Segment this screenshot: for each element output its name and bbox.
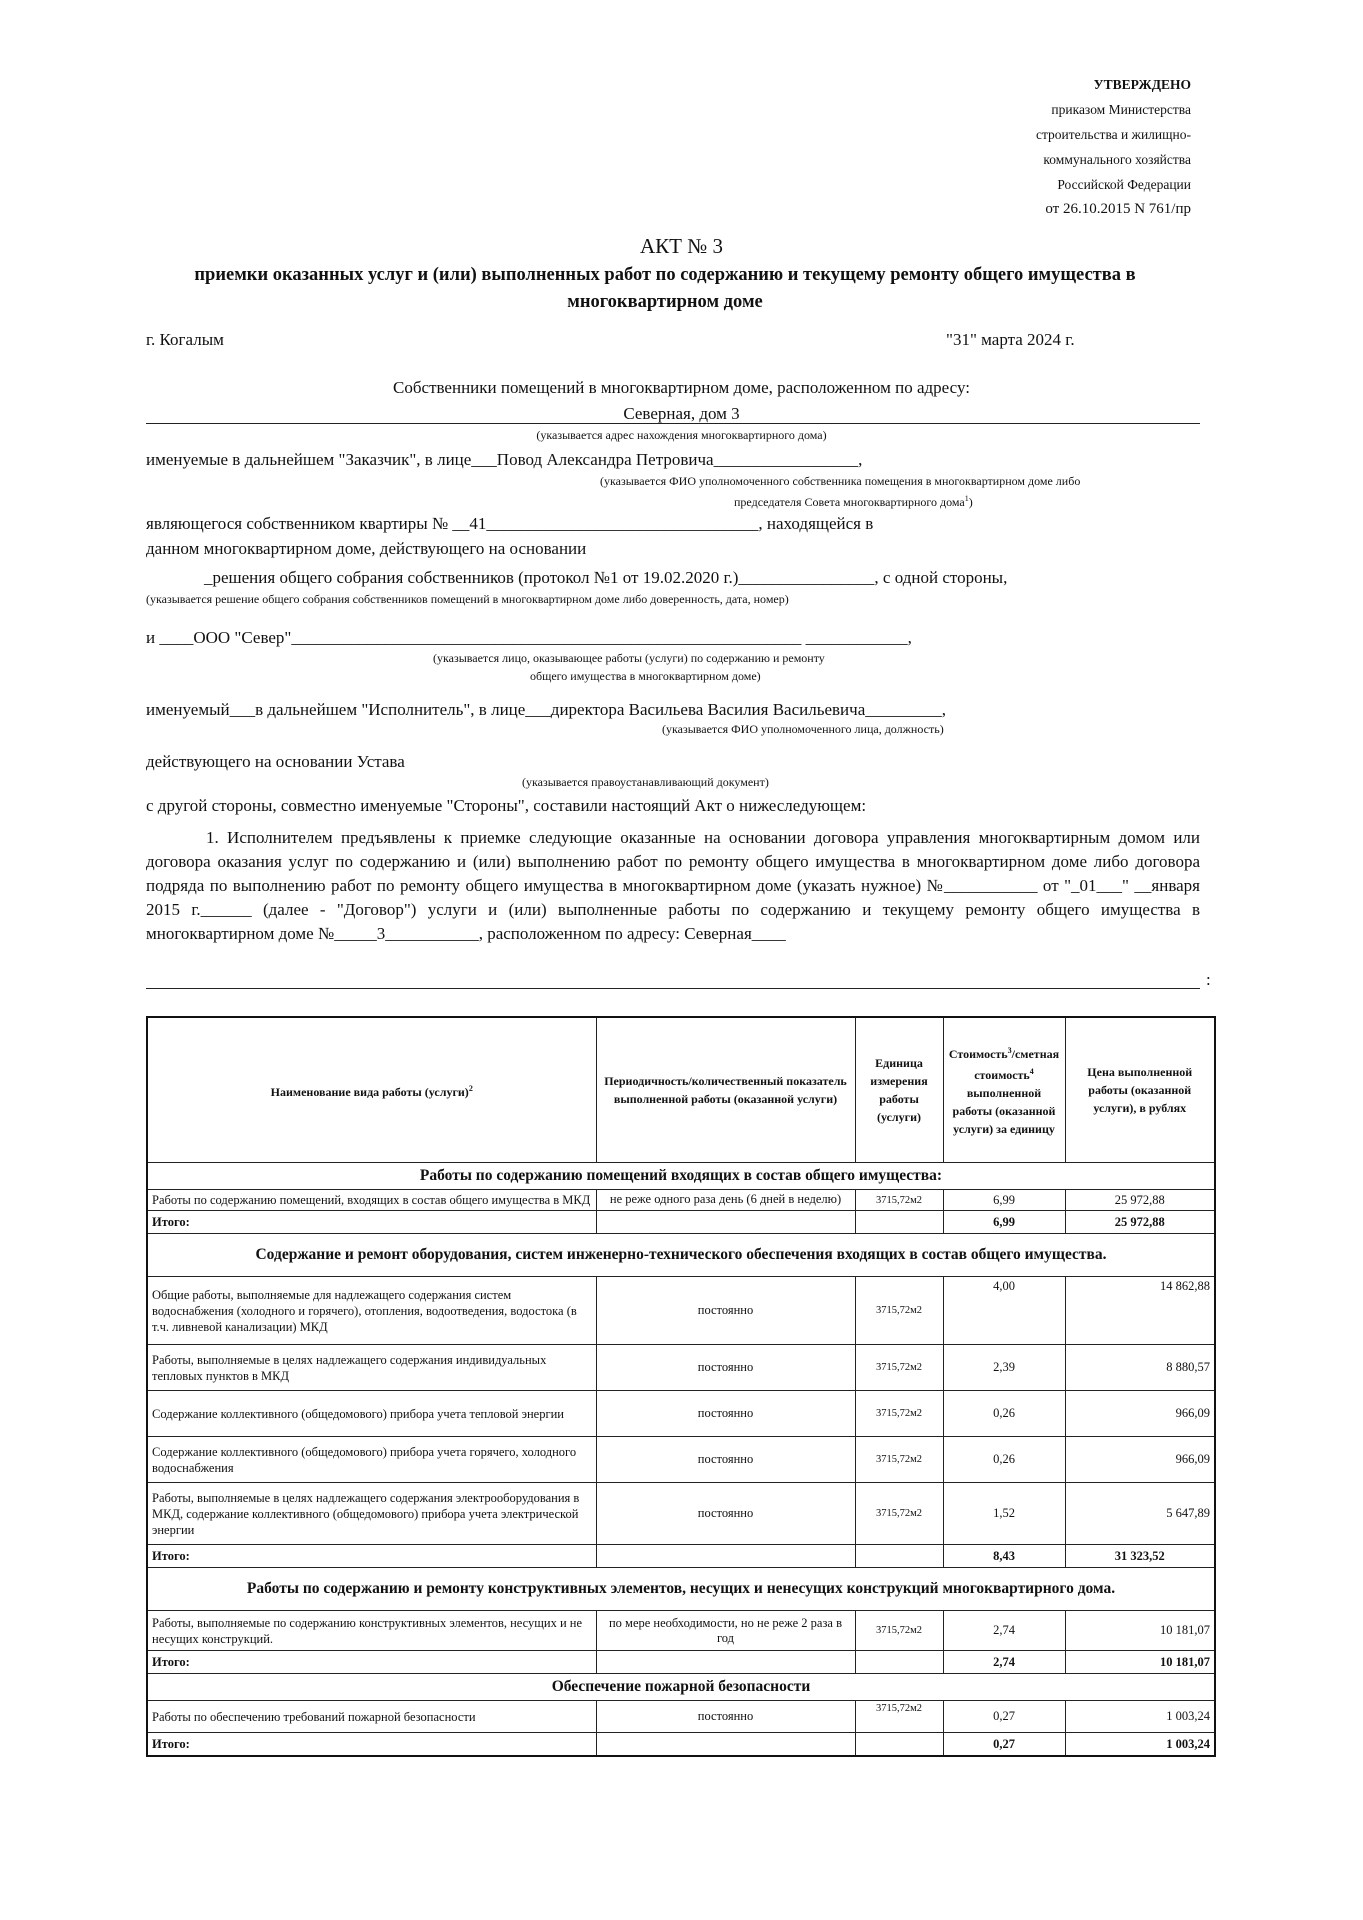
address-hint: (указывается адрес нахождения многоквартирного дома) — [536, 428, 827, 442]
owners-address: Северная, дом 3 — [623, 404, 740, 423]
header-name-text: Наименование вида работы (услуги) — [270, 1084, 469, 1099]
paragraph-1: 1. Исполнителем предъявлены к приемке следующие оказанные на основании договора управления многоквартирным домом или договора оказания услуг по содержанию и (или) выполнению работ по ремонту общего имущества в многоквартирном доме либо договора подряда по выполнению работ по ремонту общего имущества в многоквартирном доме (указать нужное) №___________ от "_01___" __января 2015 г.______ (далее - "Договор") услуги и (или) выполненные работы по содержанию и текущему ремонту общего имущества в многоквартирном доме №_____3___________, расположенном по адресу: Северная____ — [146, 828, 1200, 943]
act-title: АКТ № 3 — [639, 234, 724, 258]
work-unit: 3715,72м2 — [855, 1611, 943, 1651]
section-row — [147, 1674, 1215, 1701]
header-price: Цена выполненной работы (оказанной услуги), в рублях — [1065, 1017, 1215, 1163]
total-label: Итого: — [147, 1651, 596, 1674]
empty-cell — [855, 1545, 943, 1568]
work-unit: 3715,72м2 — [855, 1701, 943, 1733]
total-row — [147, 1651, 1215, 1674]
customer-hint: (указывается ФИО уполномоченного собственника помещения в многоквартирном доме либо — [600, 474, 1081, 488]
work-name: Работы по содержанию помещений, входящих в состав общего имущества в МКД — [147, 1190, 596, 1211]
work-price: 966,09 — [1065, 1437, 1215, 1483]
approval-line: Российской Федерации — [1057, 177, 1191, 192]
work-cost: 1,52 — [943, 1483, 1065, 1545]
address-underline — [146, 423, 1200, 424]
total-price: 1 003,24 — [1065, 1733, 1215, 1757]
approval-line: приказом Министерства — [1051, 102, 1191, 117]
approval-line: УТВЕРЖДЕНО — [1093, 77, 1191, 92]
footnote-ref: 4 — [1029, 1067, 1034, 1076]
section-title: Работы по содержанию помещений входящих в состав общего имущества: — [147, 1163, 1215, 1190]
act-subject: приемки оказанных услуг и (или) выполненных работ по содержанию и текущему ремонту общего имущества в многоквартирном доме — [194, 265, 1136, 312]
work-cost: 6,99 — [943, 1190, 1065, 1211]
work-price: 5 647,89 — [1065, 1483, 1215, 1545]
owners-intro: Собственники помещений в многоквартирном доме, расположенном по адресу: — [393, 378, 970, 397]
parties-line: с другой стороны, совместно именуемые "Стороны", составили настоящий Акт о нижеследующем: — [146, 796, 867, 815]
total-price: 25 972,88 — [1065, 1211, 1215, 1234]
work-price: 966,09 — [1065, 1391, 1215, 1437]
work-unit: 3715,72м2 — [855, 1277, 943, 1345]
work-cost: 2,39 — [943, 1345, 1065, 1391]
city: г. Когалым — [146, 330, 224, 349]
charter-line: действующего на основании Устава — [146, 752, 405, 771]
work-unit: 3715,72м2 — [855, 1190, 943, 1211]
header-cost-text: /сметная стоимость — [974, 1047, 1060, 1082]
work-name: Содержание коллективного (общедомового) прибора учета тепловой энергии — [147, 1391, 596, 1437]
apartment-line: являющегося собственником квартиры № __41________________________________, находящейся в — [146, 514, 874, 533]
work-cost: 0,27 — [943, 1701, 1065, 1733]
work-name: Работы, выполняемые по содержанию конструктивных элементов, несущих и не несущих конструкций. — [147, 1611, 596, 1651]
works-table — [146, 1016, 1216, 1757]
empty-cell — [855, 1651, 943, 1674]
table-row — [147, 1437, 1215, 1483]
work-name: Работы, выполняемые в целях надлежащего содержания электрооборудования в МКД, содержание коллективного (общедомового) прибора учета электрической энергии — [147, 1483, 596, 1545]
section-row — [147, 1234, 1215, 1277]
work-price: 14 862,88 — [1065, 1277, 1215, 1345]
contractor-hint-2: общего имущества в многоквартирном доме) — [530, 669, 761, 683]
work-cost: 0,26 — [943, 1437, 1065, 1483]
table-row — [147, 1345, 1215, 1391]
work-name: Работы по обеспечению требований пожарной безопасности — [147, 1701, 596, 1733]
decision-line: _решения общего собрания собственников (протокол №1 от 19.02.2020 г.)________________, с одной стороны, — [204, 568, 1008, 587]
work-period: постоянно — [596, 1391, 855, 1437]
total-price: 31 323,52 — [1065, 1545, 1215, 1568]
table-row — [147, 1483, 1215, 1545]
total-label: Итого: — [147, 1733, 596, 1757]
total-cost: 6,99 — [943, 1211, 1065, 1234]
header-cost — [943, 1017, 1065, 1163]
total-row — [147, 1211, 1215, 1234]
work-price: 1 003,24 — [1065, 1701, 1215, 1733]
paragraph-end: : — [1206, 970, 1211, 989]
approval-line: строительства и жилищно- — [1036, 127, 1191, 142]
work-price: 25 972,88 — [1065, 1190, 1215, 1211]
work-unit: 3715,72м2 — [855, 1483, 943, 1545]
table-row — [147, 1277, 1215, 1345]
work-unit: 3715,72м2 — [855, 1391, 943, 1437]
total-row — [147, 1545, 1215, 1568]
empty-cell — [855, 1733, 943, 1757]
total-cost: 0,27 — [943, 1733, 1065, 1757]
section-title: Содержание и ремонт оборудования, систем инженерно-технического обеспечения входящих в состав общего имущества. — [147, 1234, 1215, 1277]
table-row — [147, 1391, 1215, 1437]
work-period: постоянно — [596, 1345, 855, 1391]
total-label: Итого: — [147, 1211, 596, 1234]
customer-hint-2 — [734, 494, 973, 510]
work-name: Содержание коллективного (общедомового) прибора учета горячего, холодного водоснабжения — [147, 1437, 596, 1483]
empty-cell — [596, 1733, 855, 1757]
header-period: Периодичность/количественный показатель выполненной работы (оказанной услуги) — [596, 1017, 855, 1163]
total-cost: 8,43 — [943, 1545, 1065, 1568]
customer-hint-2-end: ) — [968, 495, 973, 509]
paragraph-underline — [146, 988, 1200, 989]
section-row — [147, 1163, 1215, 1190]
table-row — [147, 1190, 1215, 1211]
section-title: Работы по содержанию и ремонту конструктивных элементов, несущих и ненесущих конструкций многоквартирного дома. — [147, 1568, 1215, 1611]
footnote-ref: 2 — [468, 1083, 473, 1093]
work-period: постоянно — [596, 1277, 855, 1345]
total-label: Итого: — [147, 1545, 596, 1568]
section-title: Обеспечение пожарной безопасности — [147, 1674, 1215, 1701]
customer-line: именуемые в дальнейшем "Заказчик", в лице___Повод Александра Петровича_________________, — [146, 450, 863, 469]
table-header-row — [147, 1017, 1215, 1163]
footnote-ref: 3 — [1007, 1046, 1012, 1055]
empty-cell — [855, 1211, 943, 1234]
work-cost: 0,26 — [943, 1391, 1065, 1437]
basis-line: данном многоквартирном доме, действующего на основании — [146, 539, 587, 558]
work-name: Общие работы, выполняемые для надлежащего содержания систем водоснабжения (холодного и горячего), отопления, водоотведения, водостока (в т.ч. ливневой канализации) МКД — [147, 1277, 596, 1345]
header-cost-text: Стоимость — [948, 1047, 1008, 1061]
total-cost: 2,74 — [943, 1651, 1065, 1674]
contractor-named-line: именуемый___в дальнейшем "Исполнитель", в лице___директора Васильева Василия Васильевича_________, — [146, 700, 946, 719]
work-period: постоянно — [596, 1437, 855, 1483]
contractor-line: и ____ООО "Север"____________________________________________________________ ____________, — [146, 628, 912, 647]
total-row — [147, 1733, 1215, 1757]
total-price: 10 181,07 — [1065, 1651, 1215, 1674]
work-cost: 4,00 — [943, 1277, 1065, 1345]
work-period: постоянно — [596, 1701, 855, 1733]
work-unit: 3715,72м2 — [855, 1437, 943, 1483]
charter-hint: (указывается правоустанавливающий документ) — [522, 775, 769, 789]
work-cost: 2,74 — [943, 1611, 1065, 1651]
contractor-hint: (указывается лицо, оказывающее работы (услуги) по содержанию и ремонту — [433, 651, 825, 665]
work-period: постоянно — [596, 1483, 855, 1545]
approval-line: коммунального хозяйства — [1043, 152, 1191, 167]
table-row — [147, 1611, 1215, 1651]
approval-line: от 26.10.2015 N 761/пр — [1045, 201, 1191, 217]
footnote-ref: 1 — [964, 494, 969, 503]
empty-cell — [596, 1545, 855, 1568]
header-unit: Единица измерения работы (услуги) — [855, 1017, 943, 1163]
work-period: по мере необходимости, но не реже 2 раза в год — [596, 1611, 855, 1651]
work-price: 8 880,57 — [1065, 1345, 1215, 1391]
work-period: не реже одного раза день (6 дней в неделю) — [596, 1190, 855, 1211]
approval-stamp — [1036, 72, 1191, 222]
contractor-named-hint: (указывается ФИО уполномоченного лица, должность) — [662, 722, 944, 736]
work-unit: 3715,72м2 — [855, 1345, 943, 1391]
section-row — [147, 1568, 1215, 1611]
decision-hint: (указывается решение общего собрания собственников помещений в многоквартирном доме либо доверенность, дата, номер) — [146, 592, 789, 606]
header-name — [147, 1017, 596, 1163]
work-price: 10 181,07 — [1065, 1611, 1215, 1651]
table-row — [147, 1701, 1215, 1733]
empty-cell — [596, 1651, 855, 1674]
customer-hint-2-text: председателя Совета многоквартирного дома — [734, 495, 965, 509]
empty-cell — [596, 1211, 855, 1234]
act-date: "31" марта 2024 г. — [946, 330, 1075, 349]
header-cost-text: выполненной работы (оказанной услуги) за единицу — [952, 1086, 1056, 1136]
work-name: Работы, выполняемые в целях надлежащего содержания индивидуальных тепловых пунктов в МКД — [147, 1345, 596, 1391]
